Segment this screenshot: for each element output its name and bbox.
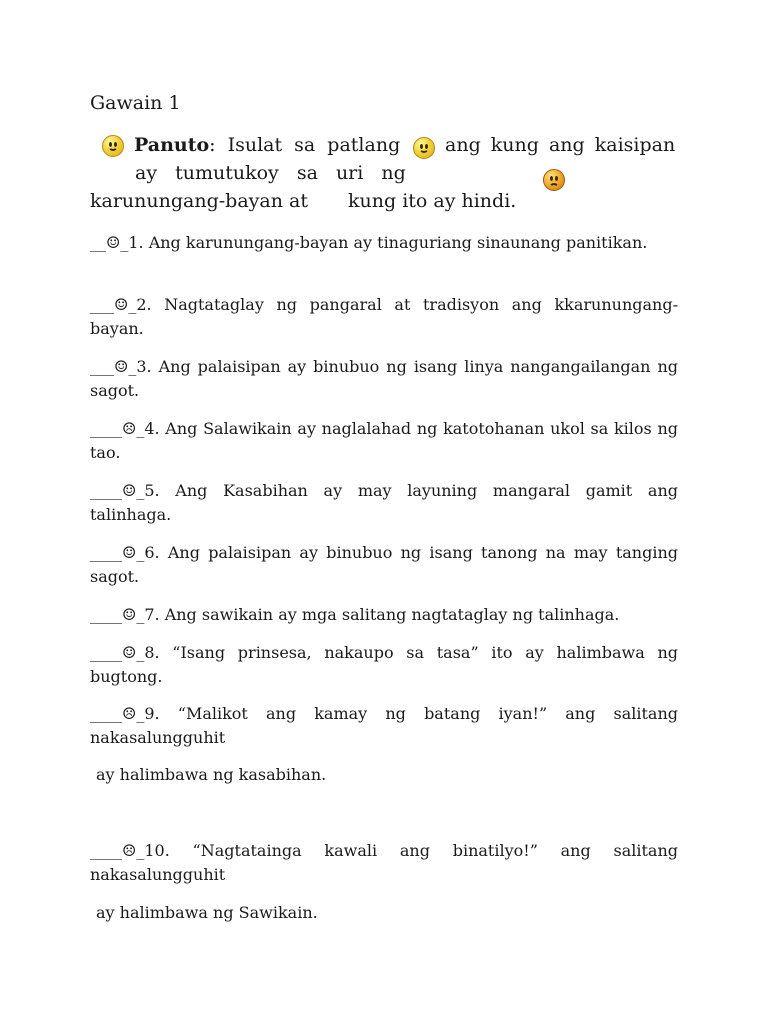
list-item-6: ____☺_6. Ang palaisipan ay binubuo ng isang tanong na may tanging sagot. [90,543,678,586]
instructions-text-2: ay tumutukoy sa uri ng [135,162,406,184]
list-item-4: ____☹_4. Ang Salawikain ay naglalahad ng katotohanan ukol sa kilos ng tao. [90,419,678,462]
list-item-2: ___☺_2. Nagtataglay ng pangaral at tradisyon ang kkarunungang-bayan. [90,295,678,338]
list-item-10-continuation: ay halimbawa ng Sawikain. [96,903,318,922]
list-item-10: ____☹_10. “Nagtatainga kawali ang binatilyo!” ang salitang nakasalungguhit [90,841,678,884]
instructions-text-3b: kung ito ay hindi. [348,190,517,212]
instructions-label: Panuto [134,134,210,156]
smiley-face-icon [413,137,435,159]
instructions-text-1a: : Isulat sa patlang [209,134,401,156]
list-item-3: ___☺_3. Ang palaisipan ay binubuo ng isang linya nangangailangan ng sagot. [90,357,678,400]
list-item-9-continuation: ay halimbawa ng kasabihan. [96,765,327,784]
list-item-8: ____☺_8. “Isang prinsesa, nakaupo sa tasa” ito ay halimbawa ng bugtong. [90,643,678,686]
instructions-text-3a: karunungang-bayan at [90,190,308,212]
list-item-7: ____☺_7. Ang sawikain ay mga salitang nagtataglay ng talinhaga. [90,605,620,624]
list-item-1: __☺_1. Ang karunungang-bayan ay tinaguriang sinaunang panitikan. [90,233,648,252]
list-item-5: ____☺_5. Ang Kasabihan ay may layuning mangaral gamit ang talinhaga. [90,481,678,524]
instructions-text-1b: ang kung ang kaisipan [445,134,676,156]
list-item-9: ____☹_9. “Malikot ang kamay ng batang iyan!” ang salitang nakasalungguhit [90,704,678,747]
worksheet-title: Gawain 1 [90,92,181,114]
instructions-line-1a [134,134,400,156]
smiley-face-icon [102,135,124,157]
frowning-face-icon [543,169,565,191]
